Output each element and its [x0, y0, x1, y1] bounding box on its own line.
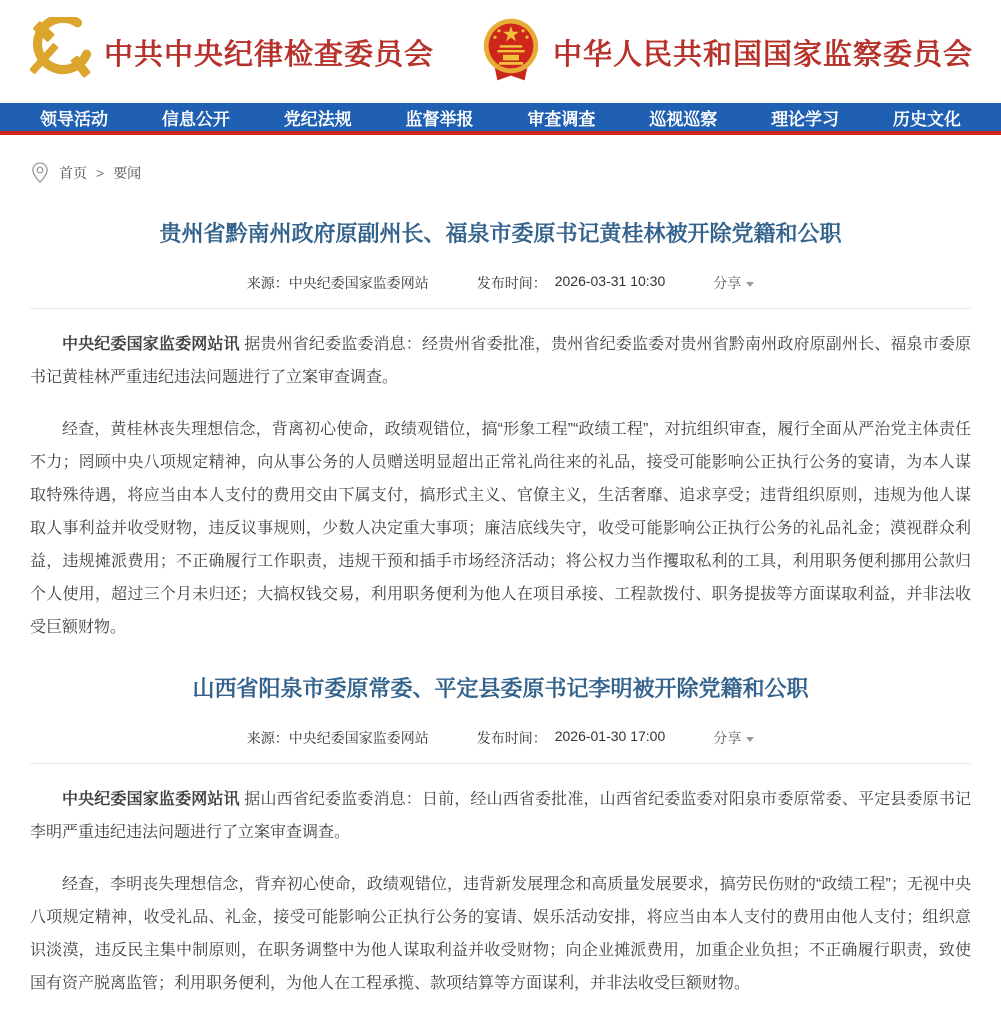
nav-item-theory-study[interactable]: 理论学习: [771, 109, 840, 129]
article-meta: [30, 728, 971, 764]
article-source: 来源：中央纪委国家监委网站: [246, 275, 429, 291]
main-content: [0, 219, 1001, 1000]
article-source: 来源：中央纪委国家监委网站: [246, 730, 429, 746]
article-paragraph: [30, 783, 971, 849]
article-paragraph: [30, 413, 971, 644]
site-header: [0, 0, 1001, 103]
nav-item-party-regulations[interactable]: 党纪法规: [283, 109, 352, 129]
publish-time-value: 2026-01-30 17:00: [554, 728, 666, 744]
publish-time-value: 2026-03-31 10:30: [554, 273, 666, 289]
caret-down-icon: [746, 282, 754, 287]
breadcrumb-separator: >: [96, 165, 105, 181]
ccdi-title: 中共中央纪律检查委员会: [104, 39, 435, 71]
breadcrumb: [0, 135, 1001, 189]
nav-item-history-culture[interactable]: 历史文化: [892, 109, 961, 129]
nsc-logo[interactable]: [479, 16, 973, 89]
share-button[interactable]: [713, 728, 754, 748]
caret-down-icon: [746, 737, 754, 742]
paragraph-text: 经查，黄桂林丧失理想信念，背离初心使命，政绩观错位，搞“形象工程”“政绩工程”，对抗组织审查，履行全面从严治党主体责任不力；罔顾中央八项规定精神，向从事公务的人员赠送明显超出正常礼尚往来的礼品，接受可能影响公正执行公务的宴请，为本人谋取特殊待遇，将应当由本人支付的费用交由下属支付，搞形式主义、官僚主义，生活奢靡、追求享受；违背组织原则，违规为他人谋取人事利益并收受财物，违反议事规则，少数人决定重大事项；廉洁底线失守，收受可能影响公正执行公务的礼品礼金；漠视群众利益，违规摊派费用；不正确履行工作职责，违规干预和插手市场经济活动；将公权力当作攫取私利的工具，利用职务便利挪用公款归个人使用，超过三个月未归还；大搞权钱交易，利用职务便利为他人在项目承接、工程款拨付、职务提拔等方面谋取利益，并非法收受巨额财物。: [30, 421, 971, 636]
location-pin-icon: [30, 161, 50, 185]
article-paragraph: [30, 868, 971, 1000]
article-title: 山西省阳泉市委原常委、平定县委原书记李明被开除党籍和公职: [192, 676, 809, 701]
publish-time-label: 发布时间：: [476, 275, 547, 291]
article-huang-guilin: [30, 219, 971, 644]
article-paragraph: [30, 328, 971, 394]
share-label: 分享: [713, 730, 742, 746]
publish-time-label: 发布时间：: [476, 730, 547, 746]
article-li-ming: [30, 674, 971, 1000]
paragraph-text: 据贵州省纪委监委消息：经贵州省委批准，贵州省纪委监委对贵州省黔南州政府原副州长、福泉市委原书记黄桂林严重违纪违法问题进行了立案审查调查。: [30, 336, 971, 386]
ccdi-logo[interactable]: [28, 17, 434, 88]
share-button[interactable]: [713, 273, 754, 293]
paragraph-lead: 中央纪委国家监委网站讯: [62, 791, 240, 808]
nav-item-leadership[interactable]: 领导活动: [40, 109, 108, 129]
paragraph-text: 经查，李明丧失理想信念，背弃初心使命，政绩观错位，违背新发展理念和高质量发展要求，搞劳民伤财的“政绩工程”；无视中央八项规定精神，收受礼品、礼金，接受可能影响公正执行公务的宴请、娱乐活动安排，将应当由本人支付的费用由他人支付；组织意识淡漠，违反民主集中制原则，在职务调整中为他人谋取利益并收受财物；向企业摊派费用，加重企业负担；不正确履行职责，致使国有资产脱离监管；利用职务便利，为他人在工程承揽、款项结算等方面谋利，并非法收受巨额财物。: [30, 876, 971, 992]
nav-item-supervision-report[interactable]: 监督举报: [405, 109, 474, 129]
nav-item-info-disclosure[interactable]: 信息公开: [161, 109, 230, 129]
share-label: 分享: [713, 275, 742, 291]
party-emblem-icon: [28, 17, 94, 88]
nsc-title: 中华人民共和国国家监察委员会: [552, 39, 973, 71]
article-title: 贵州省黔南州政府原副州长、福泉市委原书记黄桂林被开除党籍和公职: [159, 221, 842, 246]
nav-item-inspection-tours[interactable]: 巡视巡察: [649, 109, 718, 129]
article-meta: [30, 273, 971, 309]
breadcrumb-home[interactable]: 首页: [59, 165, 87, 181]
breadcrumb-current: 要闻: [113, 165, 142, 181]
paragraph-lead: 中央纪委国家监委网站讯: [62, 336, 240, 353]
main-nav: [0, 103, 1001, 135]
nav-item-review-investigation[interactable]: 审查调查: [527, 109, 596, 129]
paragraph-text: 据山西省纪委监委消息：日前，经山西省委批准，山西省纪委监委对阳泉市委原常委、平定县委原书记李明严重违纪违法问题进行了立案审查调查。: [30, 791, 971, 841]
national-emblem-icon: [479, 16, 543, 89]
